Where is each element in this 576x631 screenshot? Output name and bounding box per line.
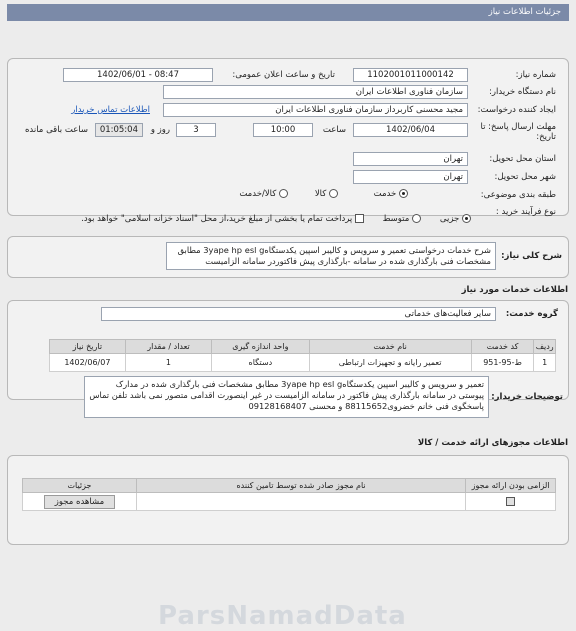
cell-service-code: ط-95-951 [471,354,534,372]
category-radio-goods[interactable]: کالا [315,189,338,199]
need-number-label: شماره نیاز: [515,70,556,80]
deadline-date-field: 1402/06/04 [353,123,468,137]
services-section-title: اطلاعات خدمات مورد نیاز [461,285,568,295]
province-field: تهران [353,152,468,166]
remaining-time-field: 01:05:04 [95,123,143,137]
licenses-header-row [23,479,556,493]
days-label: روز و [150,125,170,135]
radio-minor-icon[interactable] [462,214,471,223]
service-group-field: سایر فعالیت‌های خدماتی [101,307,496,321]
announce-label: تاریخ و ساعت اعلان عمومی: [232,70,335,80]
watermark: ParsNamadData [158,601,407,631]
creator-field: مجید محسنی کاربرداز سازمان فناوری اطلاعات ایران [163,103,468,117]
col-row: ردیف [534,340,556,354]
category-radio-both[interactable]: کالا/خدمت [239,189,288,199]
cell-license-details [23,493,137,511]
cell-unit: دستگاه [212,354,309,372]
summary-text: شرح خدمات درخواستی تعمیر و سرویس و کالیبر اسپین یکدستگاه3yape hp esl g مطابق مشخصات فنی بارگذاری شده در سامانه -بارگذاری پیش فاکتوردر سامانه الزامیست [166,242,496,270]
view-license-button[interactable]: مشاهده مجوز [44,495,115,509]
col-service-code: کد خدمت [471,340,534,354]
deadline-hour-field: 10:00 [253,123,313,137]
city-field: تهران [353,170,468,184]
summary-panel [7,236,569,278]
process-row [7,214,569,228]
licenses-panel [7,455,569,545]
category-radio-service[interactable]: خدمت [374,189,408,199]
col-quantity: تعداد / مقدار [125,340,211,354]
licenses-table [22,478,556,511]
checkbox-icon[interactable] [355,214,364,223]
province-label: استان محل تحویل: [489,154,556,164]
radio-goods-icon[interactable] [329,189,338,198]
table-row [23,493,556,511]
cell-license-name [136,493,465,511]
col-service-name: نام خدمت [309,340,471,354]
process-label: نوع فرآیند خرید : [495,207,556,217]
announce-field: 1402/06/01 - 08:47 [63,68,213,82]
need-details-panel [7,58,569,216]
col-need-date: تاریخ نیاز [50,340,126,354]
process-radio-minor[interactable]: جزیی [440,214,471,224]
page-header [7,4,569,21]
col-license-required: الزامی بودن ارائه مجوز [466,479,556,493]
buyer-field: سازمان فناوری اطلاعات ایران [163,85,468,99]
page-title: جزئیات اطلاعات نیاز [488,7,561,17]
buyer-notes-label: توضیحات خریدار: [491,392,563,402]
services-table [49,339,556,372]
cell-service-name: تعمیر رایانه و تجهیزات ارتباطی [309,354,471,372]
radio-both-icon[interactable] [279,189,288,198]
buyer-notes-text: تعمیر و سرویس و کالیبر اسپین یکدستگاه3yape hp esl g مطابق مشخصات فنی بارگذاری شده در مدارک پیوستی در سامانه بارگذاری پیش فاکتور در سامانه الزامیست در غیر اینصورت اقدامی متصور نمی باشد تلفن تماس پاسخگوی فنی خانم خضروی88115652 و محسنی 09128168407 [84,376,489,418]
buyer-contact-link[interactable]: اطلاعات تماس خریدار [71,105,150,115]
need-number-field: 1102001011000142 [353,68,468,82]
deadline-label: مهلت ارسال پاسخ: تا تاریخ: [480,122,556,142]
creator-label: ایجاد کننده درخواست: [477,105,556,115]
summary-label: شرح کلی نیاز: [501,251,562,261]
treasury-note: پرداخت تمام یا بخشی از مبلغ خرید،از محل "اسناد خزانه اسلامی" خواهد بود. [81,214,353,224]
remaining-label: ساعت باقی مانده [24,125,88,135]
required-checkbox-icon [506,497,515,506]
city-label: شهر محل تحویل: [494,172,556,182]
treasury-checkbox[interactable] [81,214,364,224]
process-radio-medium[interactable]: متوسط [383,214,421,224]
days-field: 3 [176,123,216,137]
cell-row: 1 [534,354,556,372]
category-label: طبقه بندی موضوعی: [480,190,556,200]
col-license-name: نام مجوز صادر شده توسط تامین کننده [136,479,465,493]
radio-service-icon[interactable] [399,189,408,198]
hour-label: ساعت [322,125,346,135]
buyer-label: نام دستگاه خریدار: [489,87,556,97]
table-header-row [50,340,556,354]
col-license-details: جزئیات [23,479,137,493]
cell-quantity: 1 [125,354,211,372]
cell-license-required [466,493,556,511]
radio-medium-icon[interactable] [412,214,421,223]
cell-need-date: 1402/06/07 [50,354,126,372]
table-row [50,354,556,372]
buyer-notes-panel [7,372,569,422]
service-group-label: گروه خدمت: [505,309,558,319]
licenses-section-title: اطلاعات مجوزهای ارائه خدمت / کالا [417,438,568,448]
col-unit: واحد اندازه گیری [212,340,309,354]
